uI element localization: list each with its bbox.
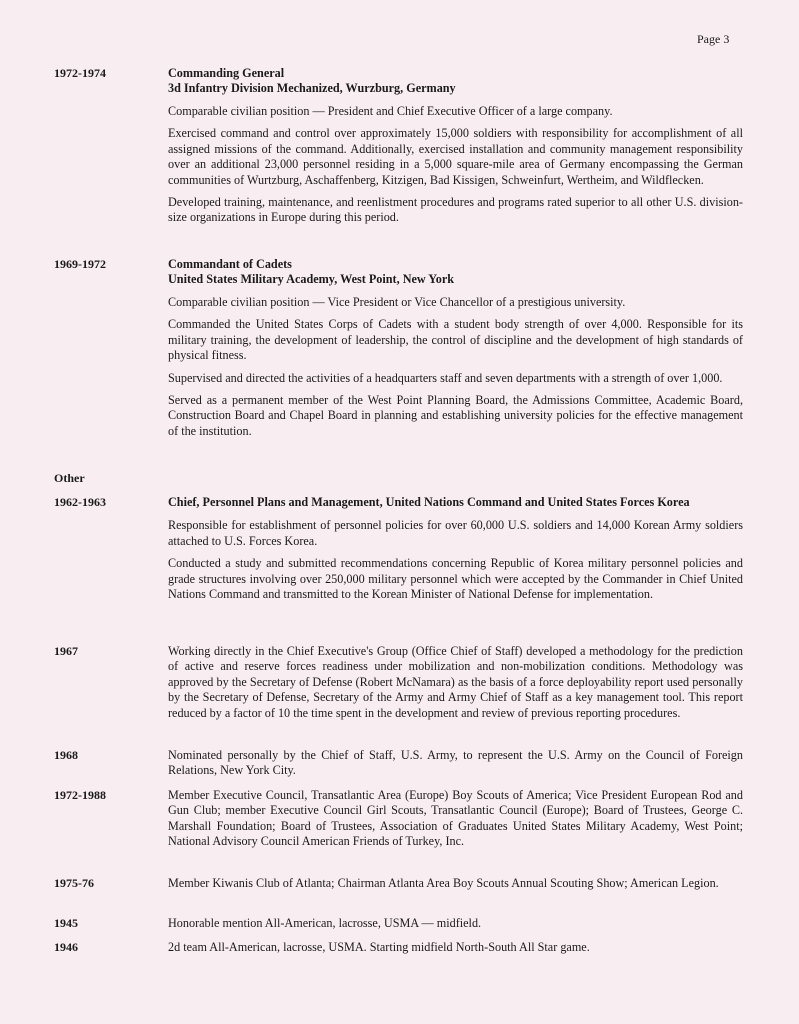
entry-paragraph: Working directly in the Chief Executive's Group (Office Chief of Staff) developed a methodology for the prediction of active and reserve forces readiness under mobilization and non-mobilization conditions. Methodology was approved by the Secretary of Defense (Robert McNamara) as the basis of a force deployability report used personally by the Secretary of Defense, Secretary of the Army and Army Chief of Staff as a key management tool. This report reduced by a factor of 10 the time spent in the development and review of previous reporting procedures. [168,644,743,720]
entry-date: 1945 [54,916,78,930]
entry-date: 1975-76 [54,876,94,890]
entry-date: 1972-1974 [54,66,106,80]
entry-paragraph: Exercised command and control over approximately 15,000 soldiers with responsibility for accomplishment of all assigned missions of the command. Additionally, exercised installation and community management responsibility over an additional 23,000 personnel residing in a 5,000 square-mile area of Germany encompassing the German communities of Wurtzburg, Aschaffenberg, Kitzigen, Bad Kissigen, Schweinfurt, Wertheim, and Wildflecken. [168,126,743,187]
entry-subtitle: United States Military Academy, West Point, New York [168,272,455,286]
entry-date: 1968 [54,748,78,762]
entry-date: 1969-1972 [54,257,106,271]
entry-paragraph: Honorable mention All-American, lacrosse, USMA — midfield. [168,916,482,930]
entry-title: Chief, Personnel Plans and Management, United Nations Command and United States Forces Korea [168,495,690,509]
entry-paragraph: Supervised and directed the activities of a headquarters staff and seven departments with a strength of over 1,000. [168,370,723,385]
entry-subtitle: 3d Infantry Division Mechanized, Wurzburg, Germany [168,81,456,95]
entry-paragraph: Comparable civilian position — President and Chief Executive Officer of a large company. [168,104,613,118]
other-section-heading: Other [54,471,85,485]
entry-date: 1967 [54,644,78,658]
entry-date: 1962-1963 [54,495,106,509]
entry-paragraph: Comparable civilian position — Vice President or Vice Chancellor of a prestigious university. [168,295,626,309]
entry-title: Commanding General [168,66,285,80]
entry-date: 1946 [54,940,78,954]
entry-heading [168,66,743,96]
entry-paragraph: Served as a permanent member of the West Point Planning Board, the Admissions Committee, Academic Board, Construction Board and Chapel Board in planning and establishing university policies for the effective management of the institution. [168,393,743,438]
entry-paragraph: Conducted a study and submitted recommendations concerning Republic of Korea military personnel policies and grade structures involving over 250,000 military personnel which were accepted by the Commander in Chief United Nations Command and transmitted to the Korean Minister of National Defense for implementation. [168,556,743,602]
entry-paragraph: Commanded the United States Corps of Cadets with a student body strength of over 4,000. Responsible for its military training, the development of leadership, the control of discipline and the development of high standards of physical fitness. [168,317,743,363]
entry-title: Commandant of Cadets [168,257,292,271]
entry-paragraph: Member Executive Council, Transatlantic Area (Europe) Boy Scouts of America; Vice President European Rod and Gun Club; member Executive Council Girl Scouts, Transatlantic Council (Europe); Board of Trustees, George C. Marshall Foundation; Board of Trustees, Association of Graduates United States Military Academy, West Point; National Advisory Council American Friends of Turkey, Inc. [168,788,743,849]
entry-paragraph: Member Kiwanis Club of Atlanta; Chairman Atlanta Area Boy Scouts Annual Scouting Show; American Legion. [168,876,719,890]
entry-paragraph: Developed training, maintenance, and reenlistment procedures and programs rated superior to all other U.S. division-size organizations in Europe during this period. [168,195,743,225]
page-number: Page 3 [697,32,730,46]
entry-paragraph: Nominated personally by the Chief of Staff, U.S. Army, to represent the U.S. Army on the Council of Foreign Relations, New York City. [168,748,743,778]
entry-heading [168,257,743,287]
entry-paragraph: 2d team All-American, lacrosse, USMA. Starting midfield North-South All Star game. [168,940,590,954]
entry-paragraph: Responsible for establishment of personnel policies for over 60,000 U.S. soldiers and 14,000 Korean Army soldiers attached to U.S. Forces Korea. [168,518,743,548]
entry-date: 1972-1988 [54,788,106,802]
